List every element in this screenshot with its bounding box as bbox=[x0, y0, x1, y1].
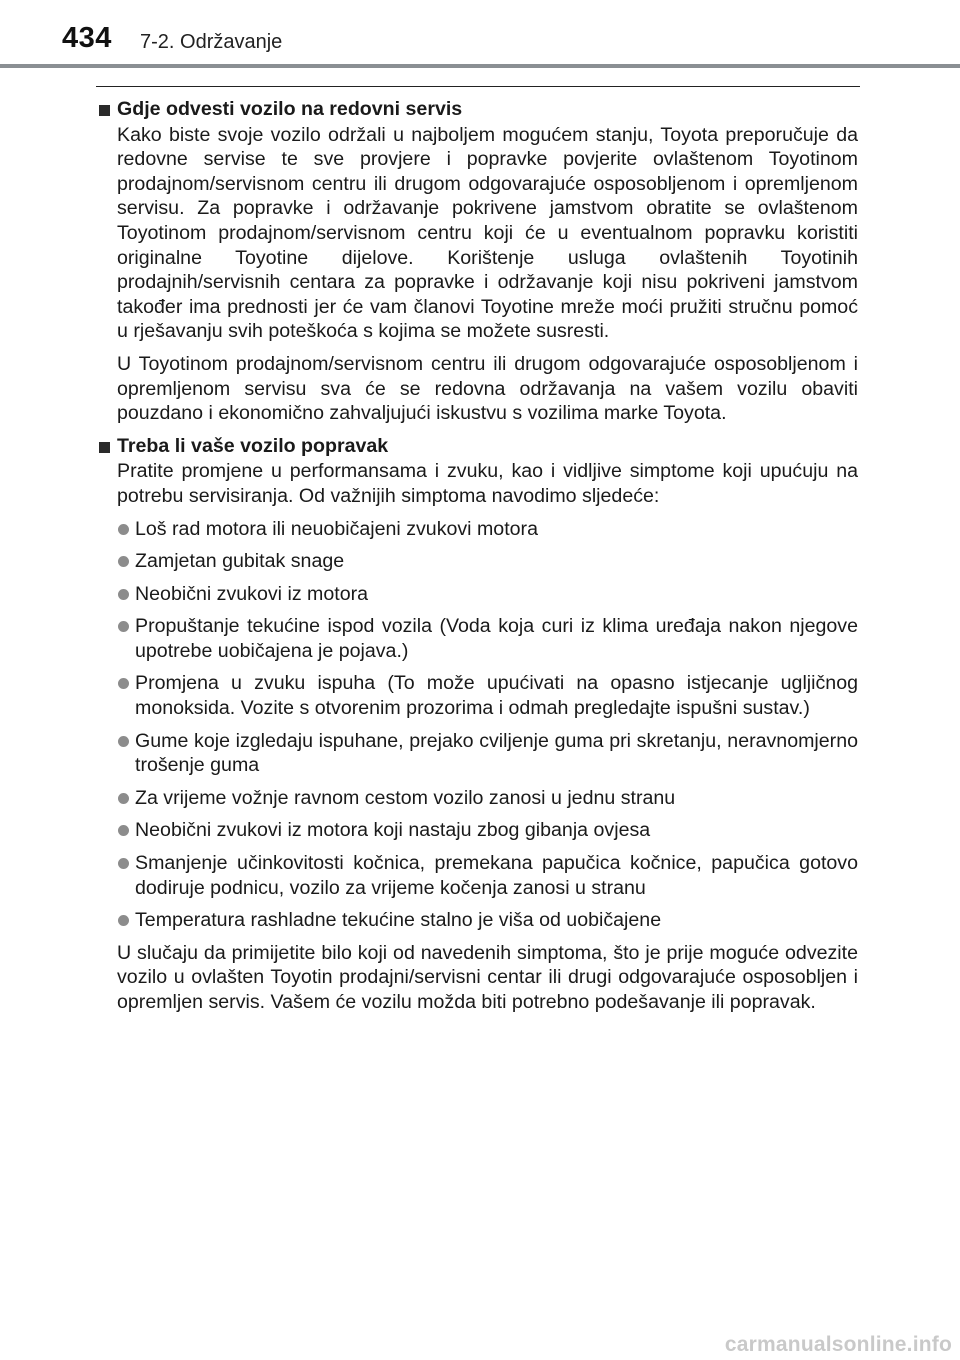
symptom-list bbox=[117, 517, 858, 933]
list-item: Loš rad motora ili neuobičajeni zvukovi motora bbox=[117, 517, 858, 542]
list-item: Gume koje izgledaju ispuhane, prejako cviljenje guma pri skretanju, neravnomjerno trošenje guma bbox=[117, 729, 858, 778]
list-item: Smanjenje učinkovitosti kočnica, premekana papučica kočnice, papučica gotovo dodiruje podnicu, vozilo za vrijeme kočenja zanosi u stranu bbox=[117, 851, 858, 900]
circle-bullet-icon bbox=[118, 736, 129, 747]
watermark: carmanualsonline.info bbox=[724, 1333, 952, 1356]
page-content bbox=[96, 93, 858, 1023]
closing-paragraph: U slučaju da primijetite bilo koji od navedenih simptoma, što je prije moguće odvezite vozilo u ovlašten Toyotin prodajni/servisni centar ili drugi odgovarajuće osposobljen i opremljen servis. Vašem će vozilu možda biti potrebno podešavanje ili popravak. bbox=[117, 941, 858, 1013]
circle-bullet-icon bbox=[118, 589, 129, 600]
list-item: Zamjetan gubitak snage bbox=[117, 549, 858, 574]
paragraph: Kako biste svoje vozilo održali u najboljem mogućem stanju, Toyota preporučuje da redovne servise te sve provjere i popravke povjerite ovlaštenom Toyotinom prodajnom/servisnom centru ili drugom odgovarajuće osposobljenom i opremljenom servisu. Za popravke i održavanje pokrivene jamstvom obratite se ovlaštenom Toyotinom prodajnom/servisnom centru koji će u eventualnom popravku koristiti originalne Toyotine dijelove. Korištenje usluga ovlaštenih Toyotinih prodajnih/servisnih centara za popravke i održavanje koji nisu pokriveni jamstvom također ima prednosti jer će vam članovi Toyotine mreže moći pružiti stručnu pomoć u rješavanju svih poteškoća s kojima se možete susresti. bbox=[117, 123, 858, 343]
circle-bullet-icon bbox=[118, 858, 129, 869]
list-item: Propuštanje tekućine ispod vozila (Voda koja curi iz klima uređaja nakon njegove upotrebe uobičajena je pojava.) bbox=[117, 614, 858, 663]
circle-bullet-icon bbox=[118, 825, 129, 836]
list-item: Neobični zvukovi iz motora bbox=[117, 582, 858, 607]
subsection-heading-service bbox=[96, 97, 858, 122]
paragraph: U Toyotinom prodajnom/servisnom centru ili drugom odgovarajuće osposobljenom i opremljenom servisu sva će se redovna održavanja na vašem vozilu obaviti pouzdano i ekonomično zahvaljujući iskustvu s vozilima marke Toyota. bbox=[117, 352, 858, 425]
page-header bbox=[0, 0, 960, 70]
list-item: Promjena u zvuku ispuha (To može upućivati na opasno istjecanje ugljičnog monoksida. Vozite s otvorenim prozorima i odmah pregledajte ispušni sustav.) bbox=[117, 671, 858, 720]
section-title: 7-2. Održavanje bbox=[140, 31, 283, 53]
square-bullet-icon bbox=[99, 442, 110, 453]
paragraph: Pratite promjene u performansama i zvuku, kao i vidljive simptome koji upućuju na potrebu servisiranja. Od važnijih simptoma navodimo sljedeće: bbox=[117, 460, 858, 507]
circle-bullet-icon bbox=[118, 556, 129, 567]
circle-bullet-icon bbox=[118, 524, 129, 535]
subsection-heading-repair bbox=[96, 434, 858, 459]
subsection-heading-text: Gdje odvesti vozilo na redovni servis bbox=[117, 98, 463, 120]
list-item: Neobični zvukovi iz motora koji nastaju zbog gibanja ovjesa bbox=[117, 818, 858, 843]
circle-bullet-icon bbox=[118, 678, 129, 689]
content-top-rule bbox=[96, 86, 860, 87]
list-item: Za vrijeme vožnje ravnom cestom vozilo zanosi u jednu stranu bbox=[117, 786, 858, 811]
circle-bullet-icon bbox=[118, 621, 129, 632]
page-number: 434 bbox=[62, 22, 112, 54]
header-rule bbox=[0, 64, 960, 68]
circle-bullet-icon bbox=[118, 793, 129, 804]
circle-bullet-icon bbox=[118, 915, 129, 926]
square-bullet-icon bbox=[99, 105, 110, 116]
subsection-heading-text: Treba li vaše vozilo popravak bbox=[117, 434, 389, 457]
list-item: Temperatura rashladne tekućine stalno je viša od uobičajene bbox=[117, 908, 858, 933]
